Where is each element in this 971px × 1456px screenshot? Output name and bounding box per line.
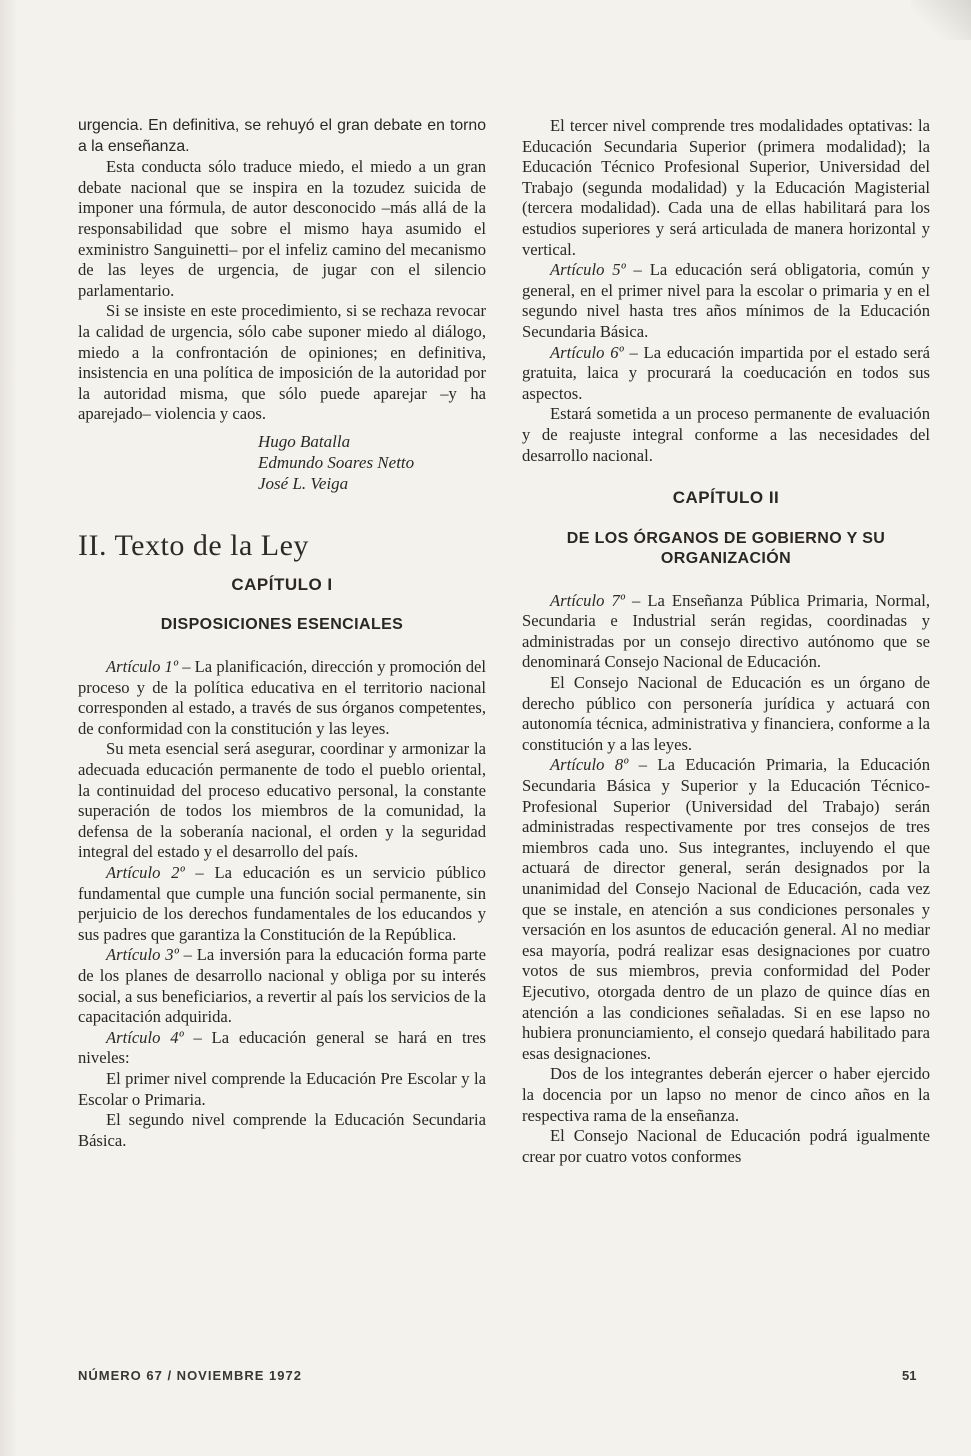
paragraph: Si se insiste en este procedimiento, si se rechaza revocar la calidad de urgencia, sólo cabe suponer miedo al diálogo, miedo a la confrontación de opiniones; en definitiva, insistencia en una política de imposición de la autoridad por la autoridad misma, que sólo puede aparejar –y ha aparejado– violencia y caos. [78, 301, 486, 424]
article-text: – La inversión para la educación forma parte de los planes de desarrollo nacional y obliga por su interés social, a sus beneficiarios, a revertir al país los servicios de la capacitación adquirida. [78, 945, 486, 1027]
paragraph: urgencia. En definitiva, se rehuyó el gran debate en torno a la enseñanza. [78, 117, 486, 155]
paragraph: El Consejo Nacional de Educación podrá igualmente crear por cuatro votos conformes [522, 1126, 930, 1166]
chapter-subheading: DISPOSICIONES ESENCIALES [160, 616, 404, 634]
paragraph: El tercer nivel comprende tres modalidades optativas: la Educación Secundaria Superior (primera modalidad); la Educación Técnico Profesional Superior, Universidad del Trabajo (segunda modalidad) y la Educación Magisterial (tercera modalidad). Cada una de ellas habilitará para los estudios superiores y será articulada de manera horizontal y vertical. [522, 116, 930, 259]
paragraph: Estará sometida a un proceso permanente de evaluación y de reajuste integral conforme a las necesidades del desarrollo nacional. [522, 404, 930, 465]
article-label: Artículo 8º [550, 755, 629, 775]
right-column [522, 116, 930, 1167]
footer-issue: NÚMERO 67 / NOVIEMBRE 1972 [78, 1368, 302, 1383]
article [78, 863, 486, 945]
paragraph: Su meta esencial será asegurar, coordinar y armonizar la adecuada educación permanente de todo el pueblo oriental, la continuidad del proceso educativo personal, la constante superación de todos los miembros de la comunidad, la defensa de la soberanía nacional, el orden y la seguridad integral del estado y el desarrollo del país. [78, 739, 486, 862]
signature-name: José L. Veiga [258, 473, 349, 493]
page-number: 51 [902, 1368, 917, 1383]
paragraph: El primer nivel comprende la Educación Pre Escolar y la Escolar o Primaria. [78, 1068, 486, 1109]
section-title: II. Texto de la Ley [78, 528, 309, 562]
signature-name: Hugo Batalla [258, 431, 351, 451]
paragraph: El segundo nivel comprende la Educación Secundaria Básica. [78, 1110, 486, 1150]
chapter-heading: CAPÍTULO II [672, 488, 780, 508]
article [522, 343, 930, 405]
page-edge-shadow [0, 0, 18, 1456]
left-column [78, 116, 486, 1151]
paragraph: Dos de los integrantes deberán ejercer o haber ejercido la docencia por un lapso no menor de cinco años en la respectiva rama de la enseñanza. [522, 1064, 930, 1125]
signature-name: Edmundo Soares Netto [258, 452, 415, 472]
article [522, 260, 930, 342]
article-text: – La educación general se hará en tres niveles: [78, 1027, 486, 1068]
article [78, 657, 486, 739]
article-label: Artículo 7º [550, 590, 625, 610]
article-label: Artículo 3º [106, 945, 179, 965]
article [78, 945, 486, 1027]
article-text: – La Enseñanza Pública Primaria, Normal, Secundaria e Industrial serán regidas, coordinadas y administradas por un consejo directivo autónomo que se denominará Consejo Nacional de Educación. [522, 590, 930, 672]
signatures [258, 431, 486, 494]
article-label: Artículo 6º [550, 342, 624, 362]
chapter-subheading: DE LOS ÓRGANOS DE GOBIERNO Y SU ORGANIZACIÓN [566, 529, 886, 567]
article-label: Artículo 1º [106, 657, 179, 677]
article-text: – La educación será obligatoria, común y general, en el primer nivel para la escolar o primaria y en el segundo nivel hasta tres años mínimos de la Educación Secundaria Básica. [522, 260, 930, 341]
article-text: – La planificación, dirección y promoción del proceso y de la política educativa en el territorio nacional corresponden al estado, a través de sus órganos competentes, de conformidad con la constitución y las leyes. [78, 657, 487, 738]
article-label: Artículo 5º [550, 260, 626, 280]
article [522, 591, 930, 673]
article [78, 1028, 486, 1069]
article-text: – La educación impartida por el estado será gratuita, laica y procurará la coeducación en todos sus aspectos. [522, 342, 930, 403]
chapter-heading: CAPÍTULO I [231, 574, 333, 594]
article-text: – La Educación Primaria, la Educación Secundaria Básica y Superior y la Educación Técnico-Profesional Superior (Universidad del Trabajo) serán administradas respectivamente por tres consejos de tres miembros cada uno. Sus integrantes, incluyendo el que actuará de director general, serán designados por la unanimidad del Consejo Nacional de Educación, cada vez que se instale, en atención a sus condiciones personales y versación en los asuntos de educación general. Al no mediar esa mayoría, podrá realizar esas designaciones por cuatro votos de sus miembros, previa conformidad del Poder Ejecutivo, otorgada dentro de un plazo de quince días en atención a las condiciones señaladas. Si en ese lapso no hubiera pronunciamiento, el consejo quedará habilitado para esas designaciones. [522, 755, 930, 1063]
page-corner-shadow [911, 0, 971, 40]
paragraph: Esta conducta sólo traduce miedo, el miedo a un gran debate nacional que se inspira en la tozudez suicida de imponer una fórmula, de autor desconocido –más allá de la responsabilidad que sobre el mismo haya asumido el exministro Sanguinetti– por el infeliz camino del mecanismo de las leyes de urgencia, de jugar con el silencio parlamentario. [78, 157, 486, 300]
article-text: – La educación es un servicio público fundamental que cumple una función social permanente, sin perjuicio de los derechos fundamentales de los educandos y sus padres que garantiza la Constitución de la República. [78, 863, 486, 944]
paragraph: El Consejo Nacional de Educación es un órgano de derecho público con personería jurídica y actuará con autonomía técnica, administrativa y financiera, conforme a la constitución y a las leyes. [522, 673, 930, 754]
article-label: Artículo 4º [106, 1027, 184, 1047]
article-label: Artículo 2º [106, 863, 185, 883]
article [522, 755, 930, 1064]
